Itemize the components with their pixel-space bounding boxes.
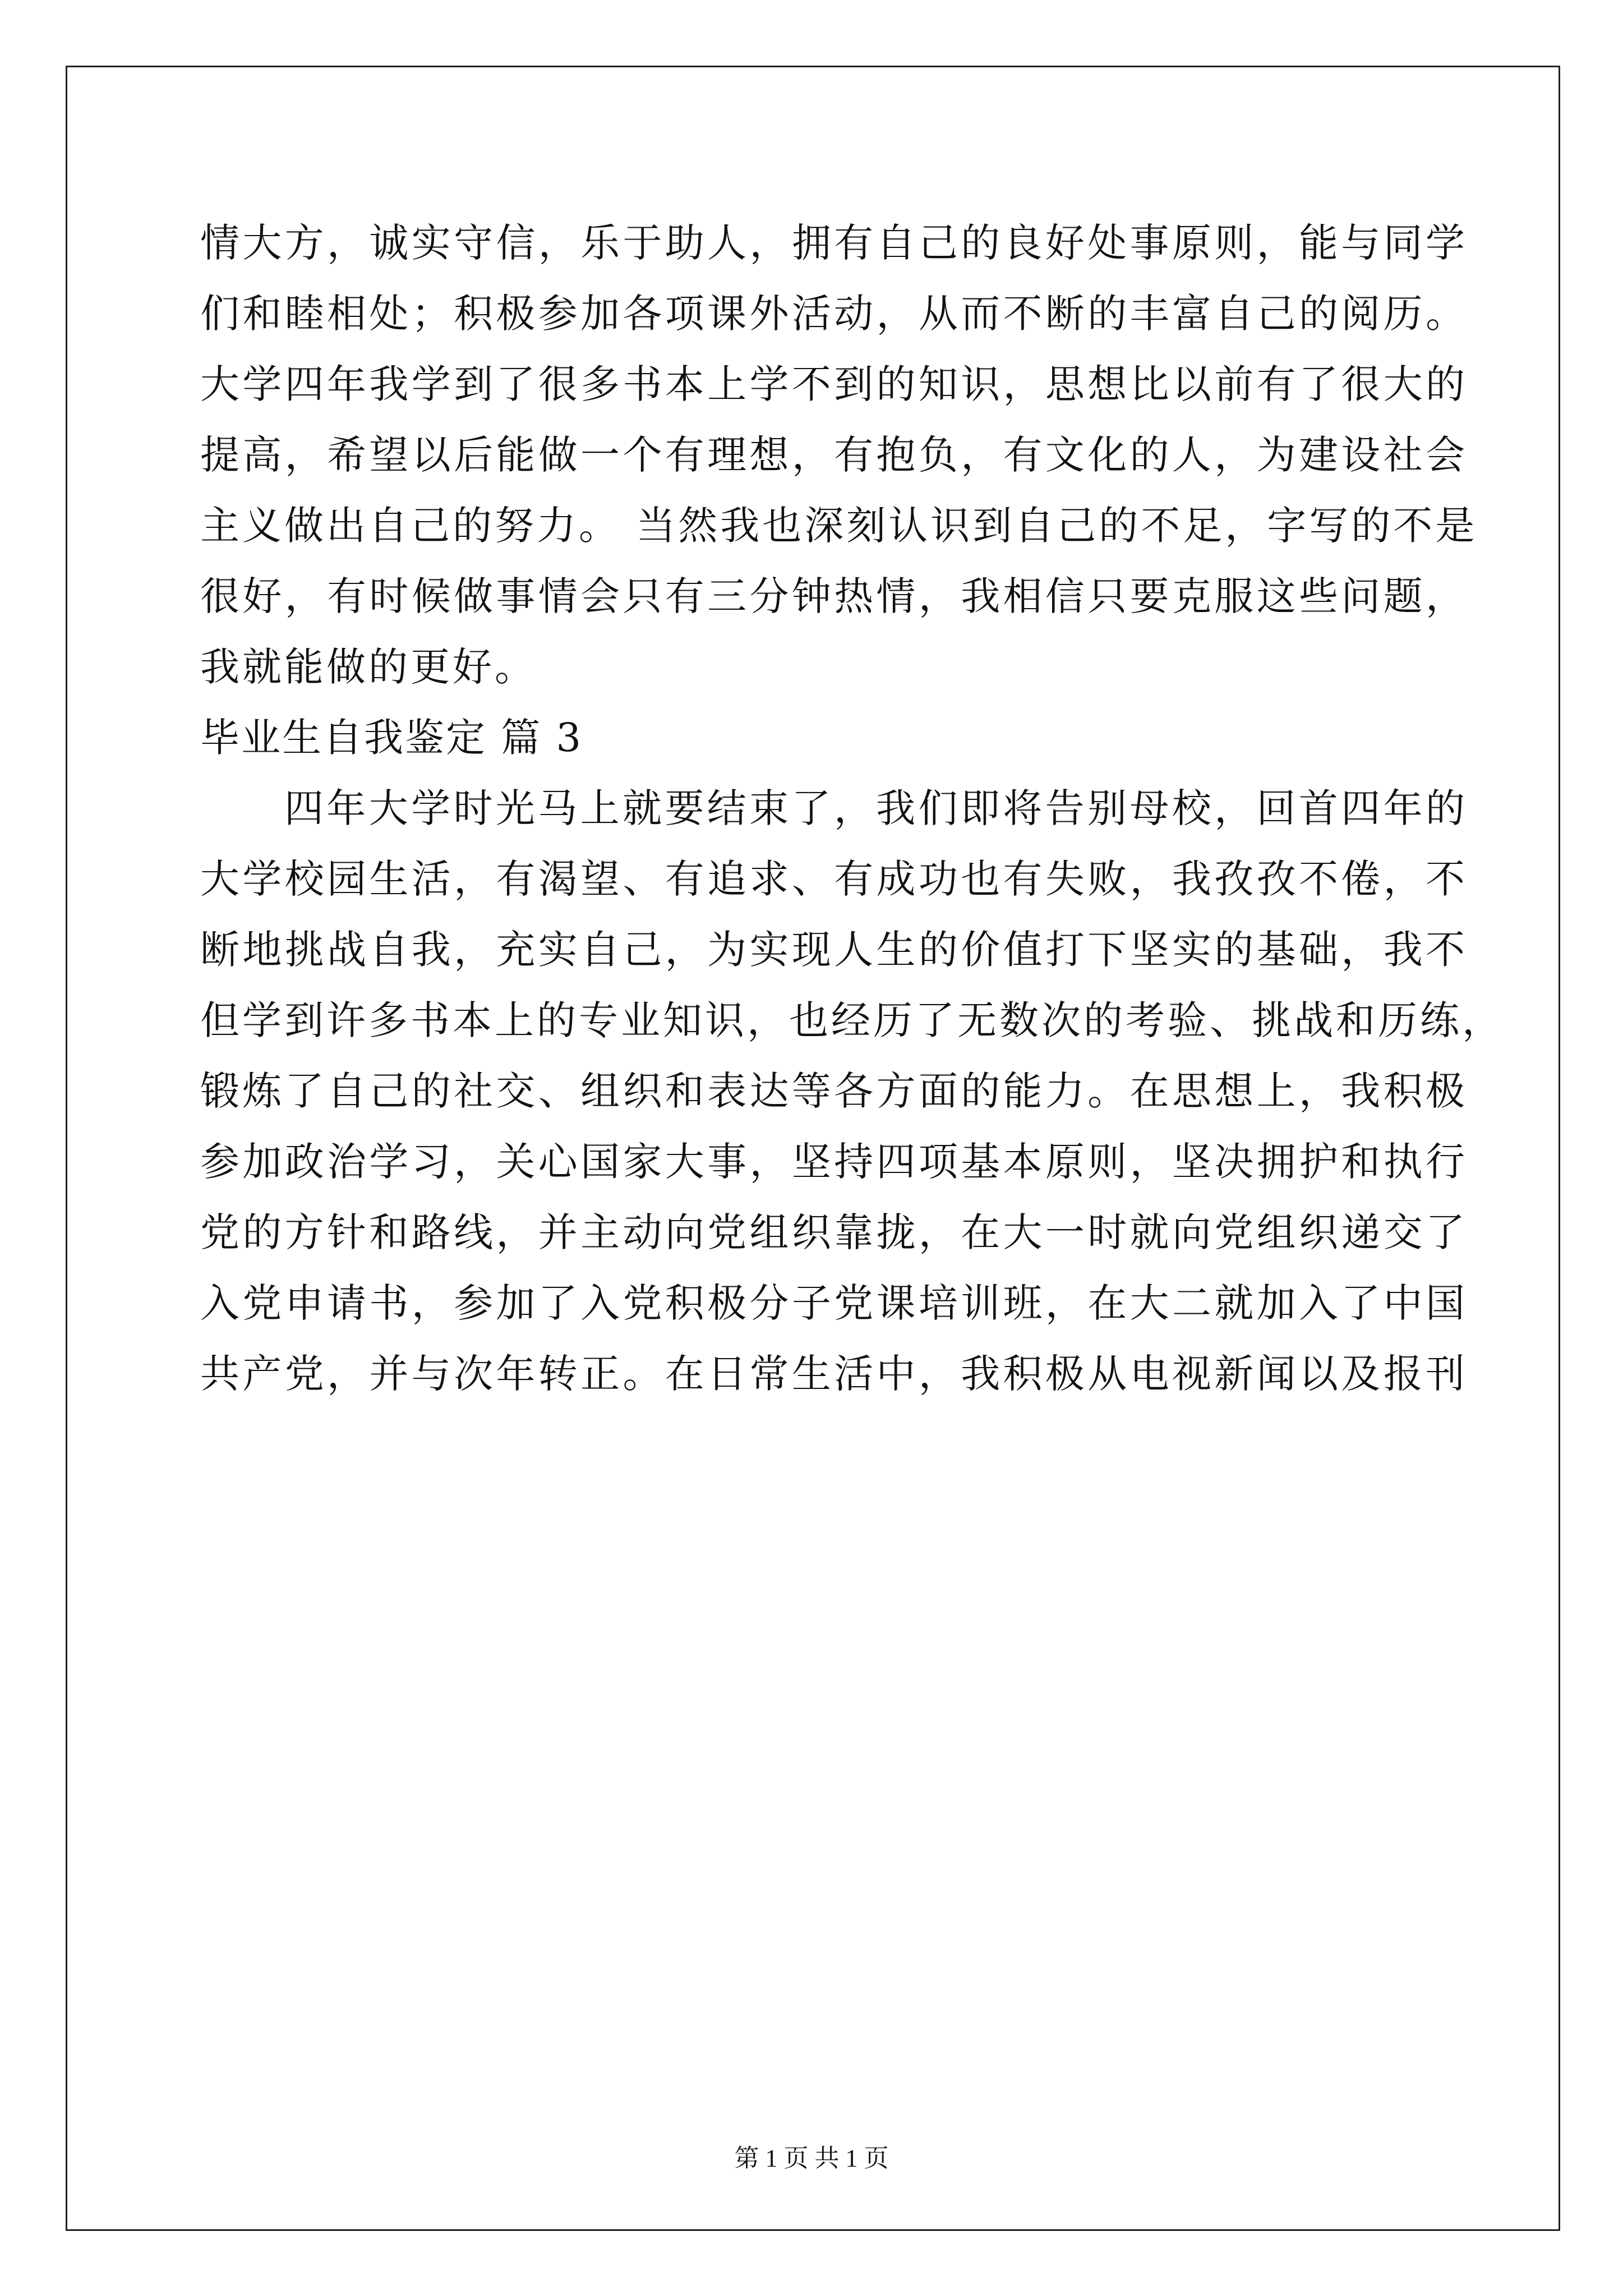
paragraph-line: 大学校园生活，有渴望、有追求、有成功也有失败，我孜孜不倦，不 — [200, 856, 1468, 902]
section-heading: 毕业生自我鉴定 篇 3 — [200, 715, 583, 761]
paragraph-line: 参加政治学习，关心国家大事，坚持四项基本原则，坚决拥护和执行 — [200, 1139, 1468, 1185]
paragraph-line: 情大方，诚实守信，乐于助人，拥有自己的良好处事原则，能与同学 — [200, 220, 1468, 266]
paragraph-line: 大学四年我学到了很多书本上学不到的知识，思想比以前有了很大的 — [200, 361, 1468, 407]
paragraph-line: 很好，有时候做事情会只有三分钟热情，我相信只要克服这些问题， — [200, 573, 1468, 619]
document-body — [200, 208, 1504, 1409]
page-number: 第 1 页 共 1 页 — [734, 2145, 889, 2172]
paragraph-line: 主义做出自己的努力。 当然我也深刻认识到自己的不足，字写的不是 — [200, 503, 1478, 549]
paragraph-line: 四年大学时光马上就要结束了，我们即将告别母校，回首四年的 — [284, 785, 1468, 831]
paragraph-line: 断地挑战自我，充实自己，为实现人生的价值打下坚实的基础，我不 — [200, 927, 1468, 973]
paragraph-line: 锻炼了自己的社交、组织和表达等各方面的能力。在思想上，我积极 — [200, 1068, 1468, 1114]
paragraph-line: 入党申请书，参加了入党积极分子党课培训班，在大二就加入了中国 — [200, 1280, 1468, 1326]
paragraph-line: 党的方针和路线，并主动向党组织靠拢，在大一时就向党组织递交了 — [200, 1209, 1468, 1255]
paragraph-line: 我就能做的更好。 — [200, 644, 537, 690]
paragraph-line: 提高，希望以后能做一个有理想，有抱负，有文化的人，为建设社会 — [200, 432, 1468, 478]
paragraph-line: 但学到许多书本上的专业知识，也经历了无数次的考验、挑战和历练， — [200, 997, 1504, 1043]
paragraph-line: 们和睦相处；积极参加各项课外活动，从而不断的丰富自己的阅历。 — [200, 291, 1468, 337]
paragraph-line: 共产党，并与次年转正。在日常生活中，我积极从电视新闻以及报刊 — [200, 1351, 1468, 1397]
